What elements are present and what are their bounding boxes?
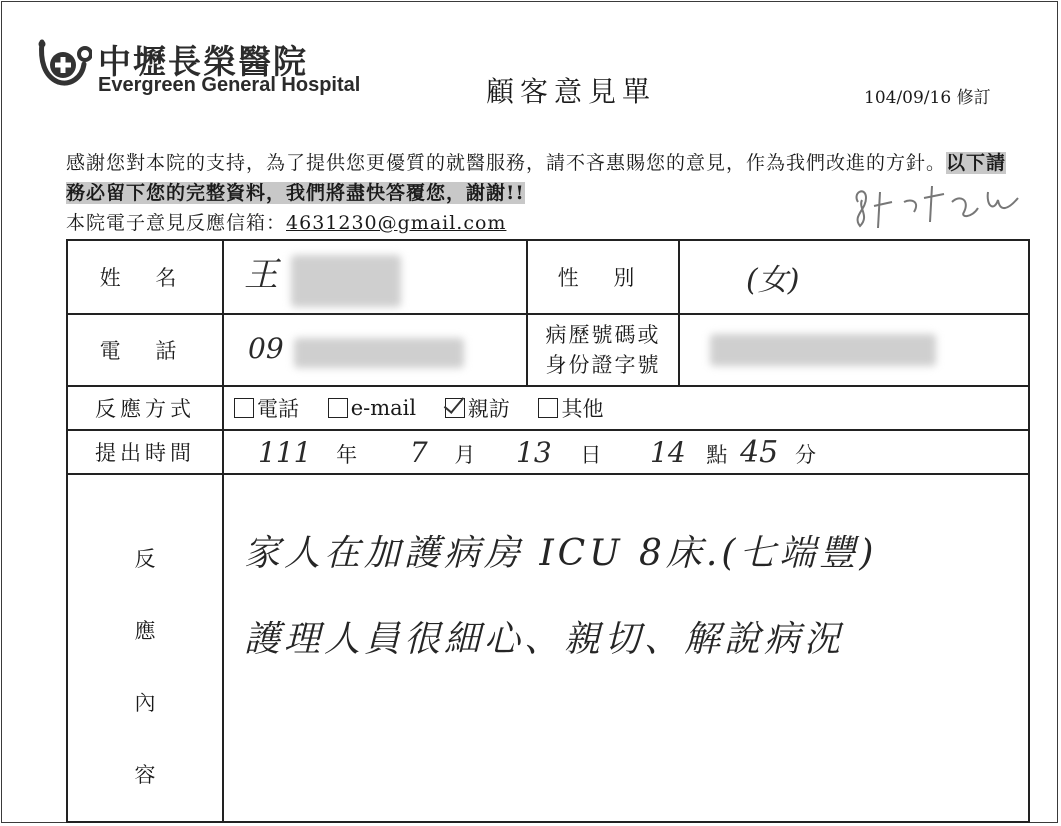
time-label: 提出時間 <box>67 430 223 474</box>
checkbox-phone[interactable] <box>234 398 254 418</box>
record-field[interactable] <box>679 314 1029 386</box>
hour-unit: 點 <box>706 442 728 467</box>
row-content <box>67 474 1029 822</box>
row-name-gender <box>67 240 1029 314</box>
stethoscope-cross-icon <box>36 38 92 94</box>
form-title: 顧客意見單 <box>486 75 657 108</box>
name-field[interactable] <box>223 240 527 314</box>
year-unit: 年 <box>336 442 358 467</box>
content-line-1: 家人在加護病房 ICU 8床.(七端豐) <box>244 533 878 574</box>
content-label <box>67 474 223 822</box>
hospital-name-zh: 中壢長榮醫院 <box>98 42 308 81</box>
record-label-line2: 身份證字號 <box>545 353 661 377</box>
method-label-visit: 親訪 <box>467 397 510 421</box>
method-label-phone: 電話 <box>257 397 299 421</box>
phone-partial: 09 <box>248 332 284 366</box>
year-value: 111 <box>258 435 312 469</box>
content-label-char-4: 容 <box>134 763 156 787</box>
method-label-other: 其他 <box>561 397 604 421</box>
gender-value: (女) <box>746 263 800 298</box>
intro-highlight: 以下請務必留下您的完整資料，我們將盡快答覆您，謝謝!! <box>66 152 1007 204</box>
month-value: 7 <box>409 435 428 469</box>
content-label-char-1: 反 <box>134 547 156 571</box>
method-option-other[interactable] <box>538 393 603 423</box>
month-unit: 月 <box>454 442 476 467</box>
name-label: 姓 名 <box>67 240 223 314</box>
method-option-phone[interactable] <box>234 393 299 423</box>
record-label <box>527 314 679 386</box>
minute-unit: 分 <box>794 442 816 467</box>
row-method <box>67 386 1029 430</box>
email-link[interactable]: 4631230@gmail.com <box>286 212 507 234</box>
hour-value: 14 <box>650 435 686 469</box>
checkbox-visit-checked[interactable] <box>445 398 465 418</box>
minute-value: 45 <box>740 434 779 470</box>
method-options <box>223 386 1029 430</box>
checkbox-email[interactable] <box>328 398 348 418</box>
email-label: 本院電子意見反應信箱： <box>66 212 287 234</box>
content-line-2: 護理人員很細心、親切、解說病況 <box>244 619 845 660</box>
name-handwritten-surname: 王 <box>244 255 278 296</box>
margin-note-handwriting <box>848 172 1028 232</box>
record-label-line1: 病歷號碼或 <box>545 323 661 347</box>
row-time <box>67 430 1029 474</box>
row-phone-record <box>67 314 1029 386</box>
content-label-char-2: 應 <box>134 619 156 643</box>
gender-label: 性 別 <box>527 240 679 314</box>
method-option-email[interactable] <box>328 396 416 420</box>
intro-text: 感謝您對本院的支持，為了提供您更優質的就醫服務，請不吝惠賜您的意見，作為我們改進的方針。 <box>66 152 947 174</box>
checkbox-other[interactable] <box>538 398 558 418</box>
phone-field[interactable] <box>223 314 527 386</box>
name-redacted <box>291 255 401 307</box>
phone-redacted <box>294 338 464 368</box>
content-label-char-3: 內 <box>134 691 156 715</box>
gender-field[interactable] <box>679 240 1029 314</box>
day-value: 13 <box>516 435 552 469</box>
phone-label: 電 話 <box>67 314 223 386</box>
time-field[interactable] <box>223 430 1029 474</box>
day-unit: 日 <box>580 442 602 467</box>
method-label-email: e-mail <box>350 396 417 420</box>
feedback-form-table <box>66 239 1030 823</box>
content-field[interactable] <box>223 474 1029 822</box>
record-redacted <box>710 334 936 366</box>
hospital-name-en: Evergreen General Hospital <box>98 74 361 96</box>
method-label: 反應方式 <box>67 386 223 430</box>
method-option-visit[interactable] <box>445 393 510 423</box>
revision-date: 104/09/16 修訂 <box>864 88 991 108</box>
